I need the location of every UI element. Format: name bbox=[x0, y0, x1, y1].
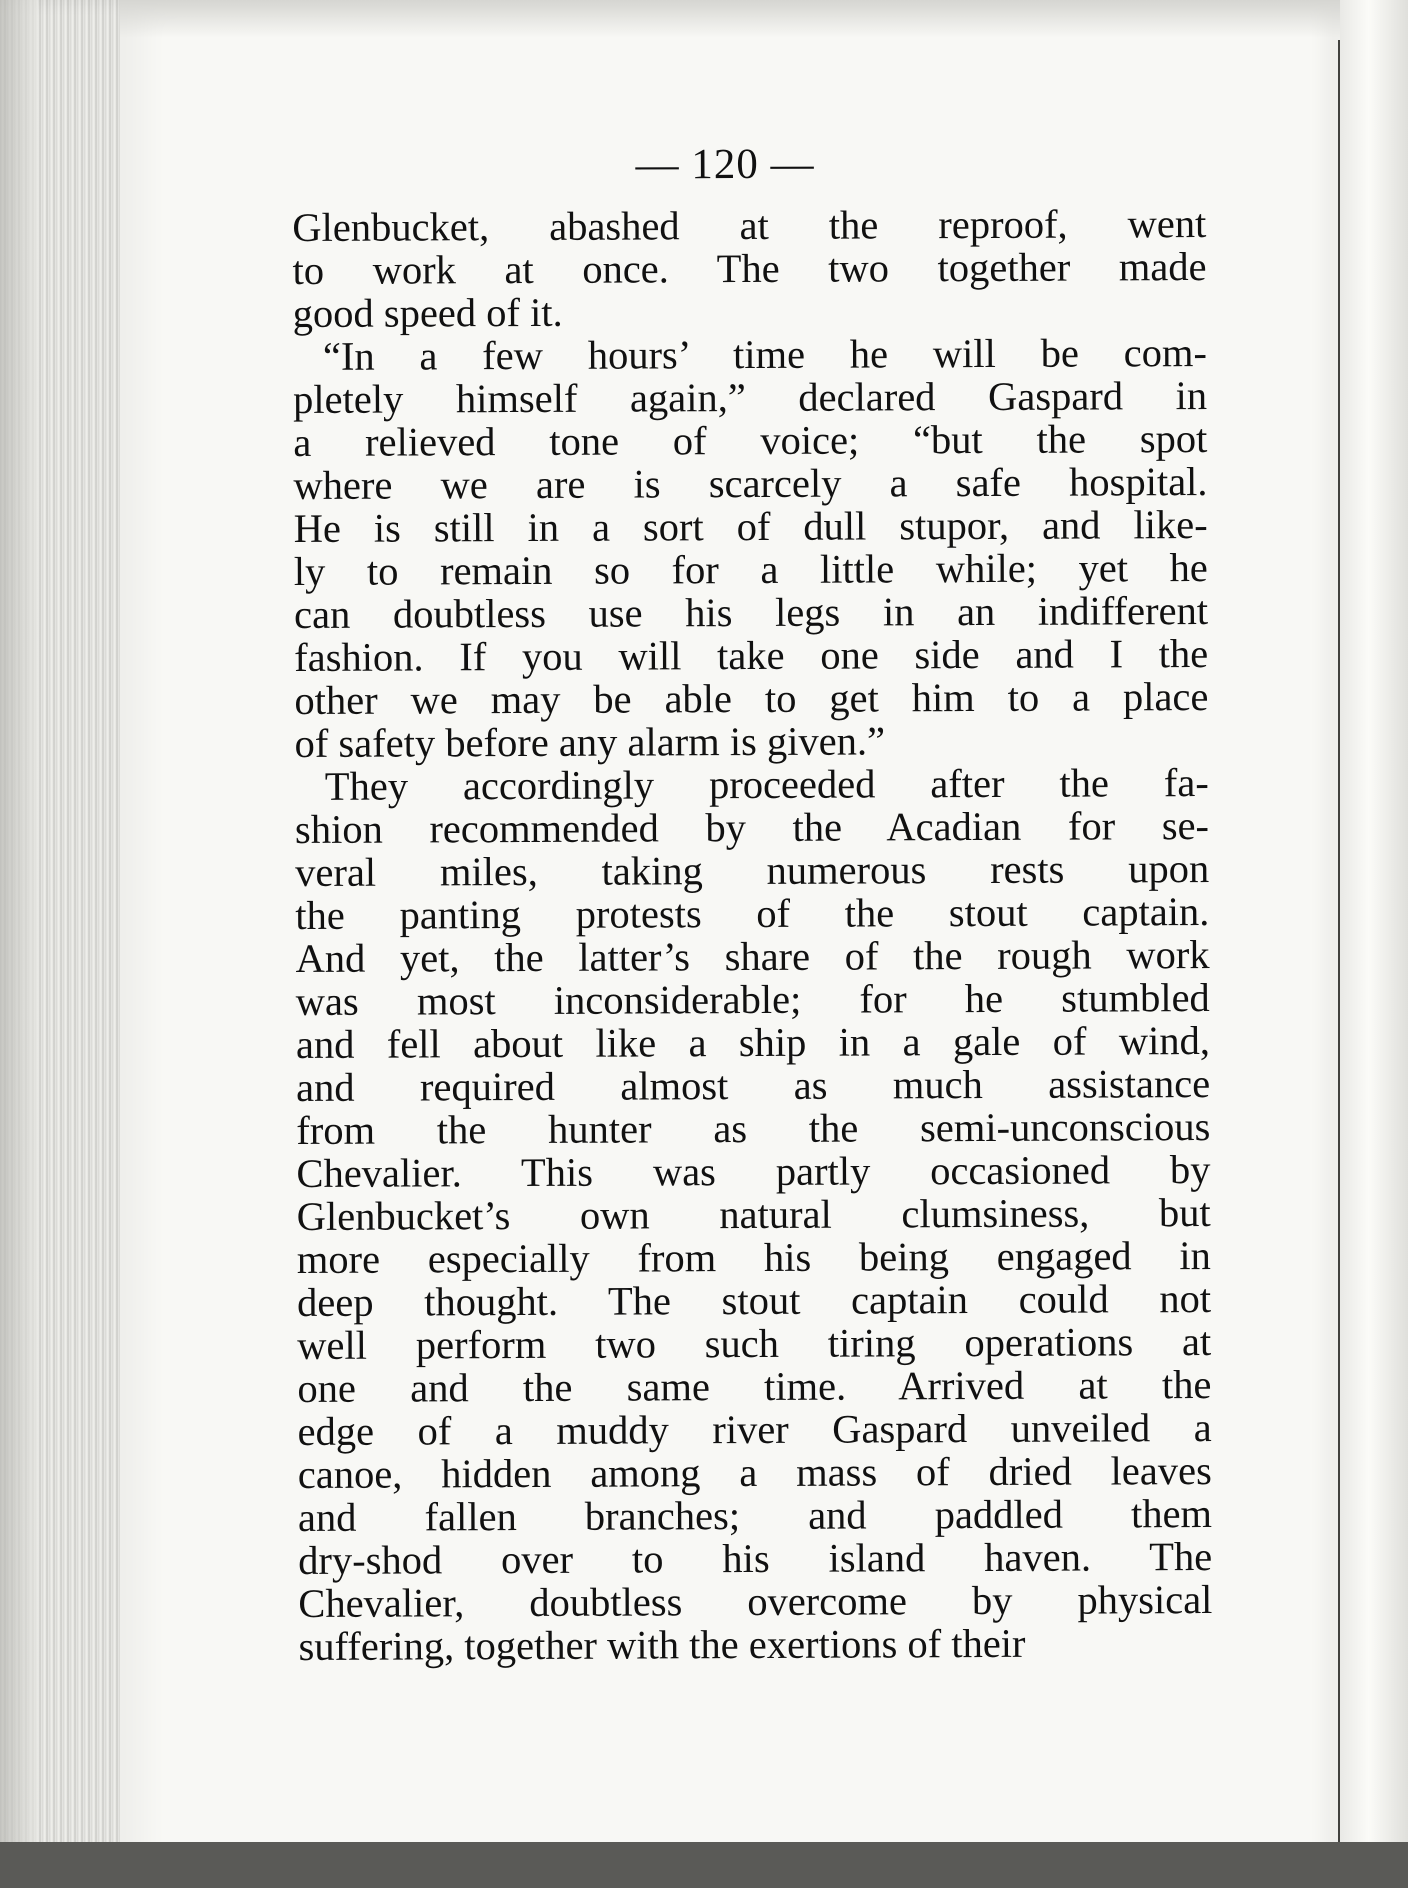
text-line: of safety before any alarm is given.” bbox=[294, 718, 886, 766]
text-line: ly to remain so for a little while; yet he bbox=[293, 545, 1208, 594]
text-line: edge of a muddy river Gaspard unveiled a bbox=[297, 1404, 1212, 1454]
right-page-strip bbox=[1340, 0, 1408, 1888]
text-line: “In a few hours’ time he will be com- bbox=[322, 330, 1208, 379]
text-line: Glenbucket’s own natural clumsiness, but bbox=[296, 1190, 1211, 1239]
text-line: and required almost as much assistance bbox=[296, 1061, 1211, 1110]
text-line: pletely himself again,” declared Gaspard in bbox=[293, 373, 1208, 422]
page-text-block bbox=[292, 138, 1213, 1702]
page-top-shadow bbox=[120, 0, 1340, 38]
text-line: deep thought. The stout captain could not bbox=[296, 1276, 1212, 1325]
text-line: dry-shod over to his island haven. The bbox=[298, 1533, 1213, 1583]
text-line: Chevalier. This was partly occasioned by bbox=[296, 1147, 1211, 1196]
text-line: shion recommended by the Acadian for se- bbox=[294, 803, 1210, 852]
page-number: — 120 — bbox=[635, 140, 815, 189]
text-line: from the hunter as the semi-unconscious bbox=[296, 1104, 1211, 1153]
text-line: a relieved tone of voice; “but the spot bbox=[293, 416, 1208, 465]
text-line: to work at once. The two together made bbox=[292, 244, 1207, 293]
text-line: was most inconsiderable; for he stumbled bbox=[295, 975, 1210, 1024]
text-line: and fell about like a ship in a gale of wind, bbox=[295, 1018, 1211, 1067]
text-line: canoe, hidden among a mass of dried leaves bbox=[297, 1447, 1212, 1497]
text-line: veral miles, taking numerous rests upon bbox=[295, 846, 1210, 895]
text-line: He is still in a sort of dull stupor, and like- bbox=[293, 502, 1208, 551]
text-line: Chevalier, doubtless overcome by physical bbox=[298, 1576, 1213, 1626]
text-line: And yet, the latter’s share of the rough work bbox=[295, 932, 1210, 981]
text-line: fashion. If you will take one side and I the bbox=[294, 631, 1209, 680]
text-line: can doubtless use his legs in an indifferent bbox=[293, 588, 1209, 637]
text-line: one and the same time. Arrived at the bbox=[297, 1362, 1212, 1411]
text-line: well perform two such tiring operations at bbox=[297, 1319, 1212, 1368]
text-line: the panting protests of the stout captain. bbox=[295, 889, 1210, 938]
scan-bottom-background bbox=[0, 1842, 1408, 1888]
text-line: Glenbucket, abashed at the reproof, went bbox=[292, 201, 1207, 250]
text-line: more especially from his being engaged in bbox=[296, 1233, 1211, 1282]
text-line: where we are is scarcely a safe hospital. bbox=[293, 459, 1208, 508]
text-line: and fallen branches; and paddled them bbox=[297, 1490, 1213, 1540]
text-line: good speed of it. bbox=[292, 289, 563, 336]
text-line: other we may be able to get him to a place bbox=[294, 674, 1209, 723]
text-line: suffering, together with the exertions of their bbox=[298, 1620, 1026, 1669]
text-line: They accordingly proceeded after the fa- bbox=[324, 760, 1209, 809]
